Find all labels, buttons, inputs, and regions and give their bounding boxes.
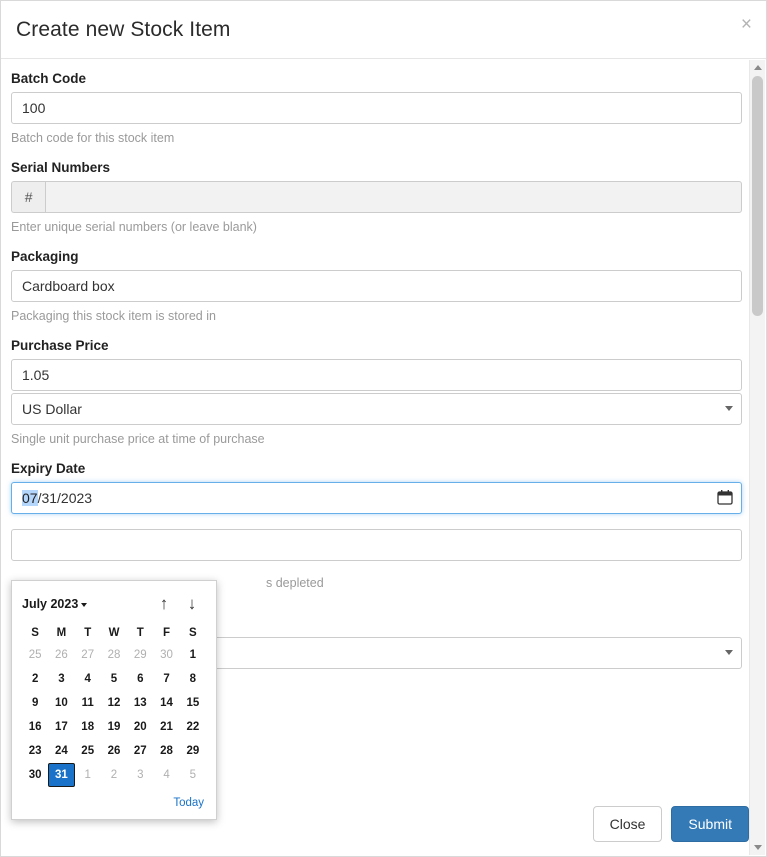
batch-code-help: Batch code for this stock item: [11, 131, 175, 145]
day-cell[interactable]: 6: [137, 673, 144, 685]
day-cell[interactable]: 27: [81, 649, 95, 661]
day-cell[interactable]: 26: [55, 649, 68, 661]
day-cell[interactable]: 25: [28, 649, 42, 661]
expiry-date-rest-segment[interactable]: /31/2023: [37, 490, 93, 506]
day-cell[interactable]: 28: [160, 745, 173, 757]
scroll-up-arrow-icon[interactable]: [750, 60, 765, 75]
dow-label: W: [108, 627, 120, 639]
date-picker-popup[interactable]: [11, 580, 217, 820]
day-cell[interactable]: 5: [189, 769, 197, 781]
day-cell[interactable]: 15: [186, 697, 200, 709]
day-cell[interactable]: 14: [160, 697, 173, 709]
dow-label: S: [31, 627, 39, 639]
close-icon[interactable]: ×: [740, 14, 752, 35]
day-cell[interactable]: 10: [55, 697, 68, 709]
field-batch-code: [11, 71, 742, 145]
close-button[interactable]: Close: [593, 806, 663, 842]
day-cell[interactable]: 1: [189, 649, 197, 661]
day-cell[interactable]: 4: [84, 673, 91, 685]
day-cell[interactable]: 3: [58, 673, 65, 685]
day-cell[interactable]: 24: [55, 745, 68, 757]
day-cell[interactable]: 13: [133, 697, 147, 709]
date-picker-days-grid: [22, 643, 206, 787]
date-picker-month-label: July 2023: [22, 597, 79, 611]
day-cell[interactable]: 8: [189, 673, 197, 685]
obscured-input-1[interactable]: [11, 529, 742, 561]
scrollbar-thumb[interactable]: [752, 76, 763, 316]
day-cell[interactable]: 11: [81, 697, 94, 709]
batch-code-input[interactable]: [11, 92, 742, 124]
serial-numbers-input[interactable]: [45, 181, 742, 213]
expiry-date-day-segment[interactable]: 07: [22, 490, 38, 506]
calendar-icon[interactable]: [717, 489, 733, 505]
day-cell[interactable]: 5: [110, 673, 118, 685]
field-obscured-1: [11, 529, 742, 561]
packaging-help: Packaging this stock item is stored in: [11, 309, 216, 323]
chevron-down-icon-month: [81, 603, 87, 607]
today-button[interactable]: Today: [173, 797, 204, 809]
day-cell[interactable]: 17: [55, 721, 68, 733]
day-cell[interactable]: 2: [31, 673, 39, 685]
day-cell[interactable]: 2: [110, 769, 118, 781]
serial-numbers-help: Enter unique serial numbers (or leave blank): [11, 220, 257, 234]
day-cell[interactable]: 19: [107, 721, 121, 733]
expiry-date-field: [11, 482, 742, 514]
field-serial-numbers: [11, 160, 742, 234]
day-cell[interactable]: 29: [186, 745, 200, 757]
packaging-label: Packaging: [11, 249, 79, 264]
packaging-input[interactable]: [11, 270, 742, 302]
hash-icon: #: [11, 181, 45, 213]
page-title: Create new Stock Item: [16, 18, 231, 41]
currency-select[interactable]: [11, 393, 742, 425]
day-cell[interactable]: 4: [163, 769, 170, 781]
field-purchase-price: [11, 338, 742, 446]
field-expiry-date: [11, 461, 742, 514]
purchase-price-help: Single unit purchase price at time of purchase: [11, 432, 265, 446]
day-cell[interactable]: 30: [160, 649, 173, 661]
day-cell[interactable]: 26: [107, 745, 121, 757]
dow-label: T: [84, 627, 92, 639]
dow-label: F: [163, 627, 171, 639]
day-cell[interactable]: 30: [28, 769, 42, 781]
serial-numbers-label: Serial Numbers: [11, 160, 111, 175]
date-picker-dow-row: [22, 622, 206, 643]
date-picker-footer: [22, 787, 206, 813]
dow-label: S: [189, 627, 197, 639]
purchase-price-label: Purchase Price: [11, 338, 109, 353]
date-picker-month-button[interactable]: [22, 597, 150, 611]
expiry-date-label: Expiry Date: [11, 461, 86, 476]
day-cell[interactable]: 9: [31, 697, 39, 709]
scroll-down-arrow-icon[interactable]: [750, 840, 765, 855]
day-cell[interactable]: 29: [133, 649, 147, 661]
field-packaging: [11, 249, 742, 323]
serial-numbers-input-group: [11, 181, 742, 213]
day-cell-selected[interactable]: 31: [48, 763, 74, 787]
day-cell[interactable]: 12: [107, 697, 121, 709]
date-picker-header: [22, 589, 206, 619]
day-cell[interactable]: 18: [81, 721, 95, 733]
modal-body: [1, 59, 766, 809]
expiry-date-input[interactable]: [11, 482, 742, 514]
footer-buttons: [593, 806, 749, 842]
arrow-down-icon[interactable]: ↓: [187, 594, 197, 613]
arrow-up-icon[interactable]: ↑: [159, 594, 169, 613]
submit-button[interactable]: Submit: [671, 806, 749, 842]
dow-label: M: [56, 627, 67, 639]
day-cell[interactable]: 23: [28, 745, 42, 757]
day-cell[interactable]: 27: [133, 745, 147, 757]
purchase-price-input[interactable]: [11, 359, 742, 391]
day-cell[interactable]: 21: [160, 721, 173, 733]
day-cell[interactable]: 25: [81, 745, 95, 757]
obscured-help-text: s depleted: [266, 576, 324, 590]
dow-label: T: [136, 627, 144, 639]
day-cell[interactable]: 3: [137, 769, 144, 781]
day-cell[interactable]: 1: [84, 769, 91, 781]
day-cell[interactable]: 28: [107, 649, 121, 661]
day-cell[interactable]: 22: [186, 721, 200, 733]
day-cell[interactable]: 16: [28, 721, 42, 733]
day-cell[interactable]: 7: [163, 673, 170, 685]
modal-header: [1, 1, 766, 59]
batch-code-label: Batch Code: [11, 71, 87, 86]
currency-select-wrap: [11, 393, 742, 425]
day-cell[interactable]: 20: [133, 721, 147, 733]
scrollbar-vertical[interactable]: [749, 60, 765, 855]
